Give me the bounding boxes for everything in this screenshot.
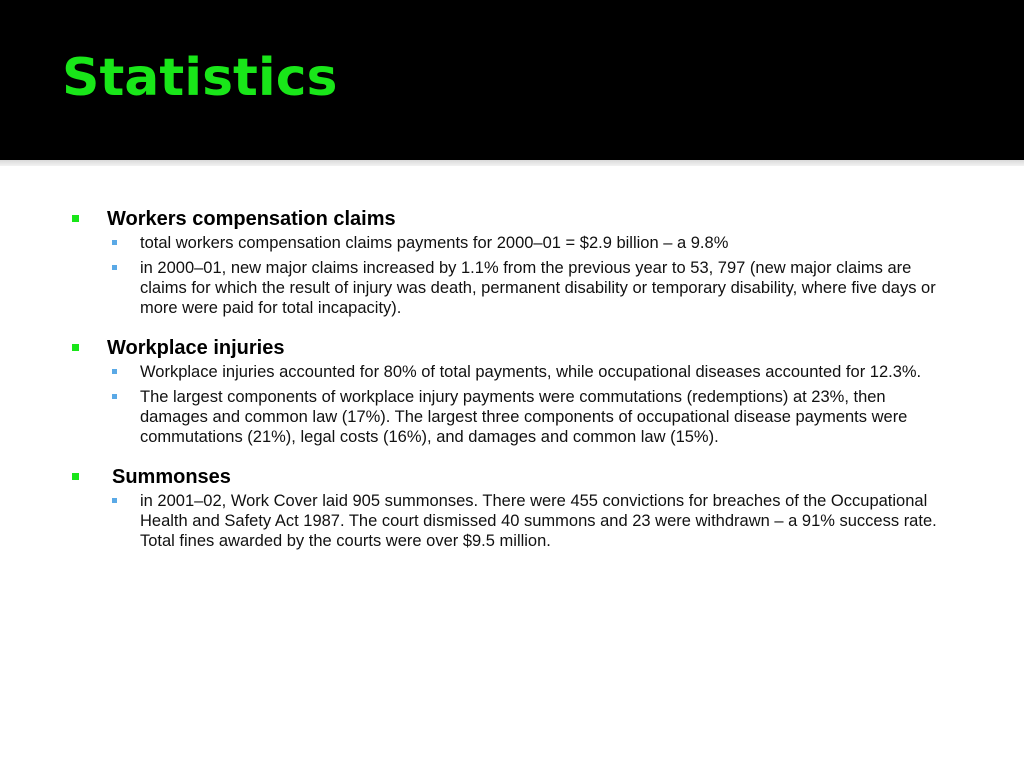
slide-title: Statistics xyxy=(62,48,338,108)
section-heading-row xyxy=(0,205,1024,233)
sub-bullet-item xyxy=(0,362,955,382)
sub-bullet-item xyxy=(0,258,955,318)
section-summonses xyxy=(0,463,1024,551)
section-workers-compensation xyxy=(0,205,1024,318)
sub-bullet-text: total workers compensation claims payments for 2000–01 = $2.9 billion – a 9.8% xyxy=(140,234,729,252)
sub-bullet-text: in 2001–02, Work Cover laid 905 summonses. There were 455 convictions for breaches of the Occupational Health and Safety Act 1987. The court dismissed 40 summons and 23 were withdrawn – a 91% success rate. Total fines awarded by the courts were over $9.5 million. xyxy=(140,492,937,550)
small-square-bullet-icon xyxy=(112,265,117,270)
slide-body xyxy=(0,205,1024,567)
section-workplace-injuries xyxy=(0,334,1024,447)
header-divider xyxy=(0,160,1024,166)
square-bullet-icon xyxy=(72,215,79,222)
square-bullet-icon xyxy=(72,473,79,480)
section-heading-row xyxy=(0,334,1024,362)
small-square-bullet-icon xyxy=(112,240,117,245)
sub-bullet-list xyxy=(0,491,1024,551)
square-bullet-icon xyxy=(72,344,79,351)
title-bar xyxy=(0,0,1024,160)
section-heading: Summonses xyxy=(112,466,231,488)
sub-bullet-text: Workplace injuries accounted for 80% of total payments, while occupational diseases accounted for 12.3%. xyxy=(140,363,922,381)
small-square-bullet-icon xyxy=(112,498,117,503)
section-heading-row xyxy=(0,463,1024,491)
sub-bullet-item xyxy=(0,387,955,447)
sub-bullet-item xyxy=(0,491,955,551)
sub-bullet-list xyxy=(0,362,1024,447)
section-heading: Workplace injuries xyxy=(107,337,285,359)
sub-bullet-list xyxy=(0,233,1024,318)
sub-bullet-text: in 2000–01, new major claims increased by 1.1% from the previous year to 53, 797 (new major claims are claims for which the result of injury was death, permanent disability or temporary disability, where five days or more were paid for total incapacity). xyxy=(140,259,936,317)
small-square-bullet-icon xyxy=(112,394,117,399)
section-heading: Workers compensation claims xyxy=(107,208,396,230)
sub-bullet-item xyxy=(0,233,955,253)
small-square-bullet-icon xyxy=(112,369,117,374)
sub-bullet-text: The largest components of workplace injury payments were commutations (redemptions) at 23%, then damages and common law (17%). The largest three components of occupational disease payments were commutations (21%), legal costs (16%), and damages and common law (15%). xyxy=(140,388,908,446)
